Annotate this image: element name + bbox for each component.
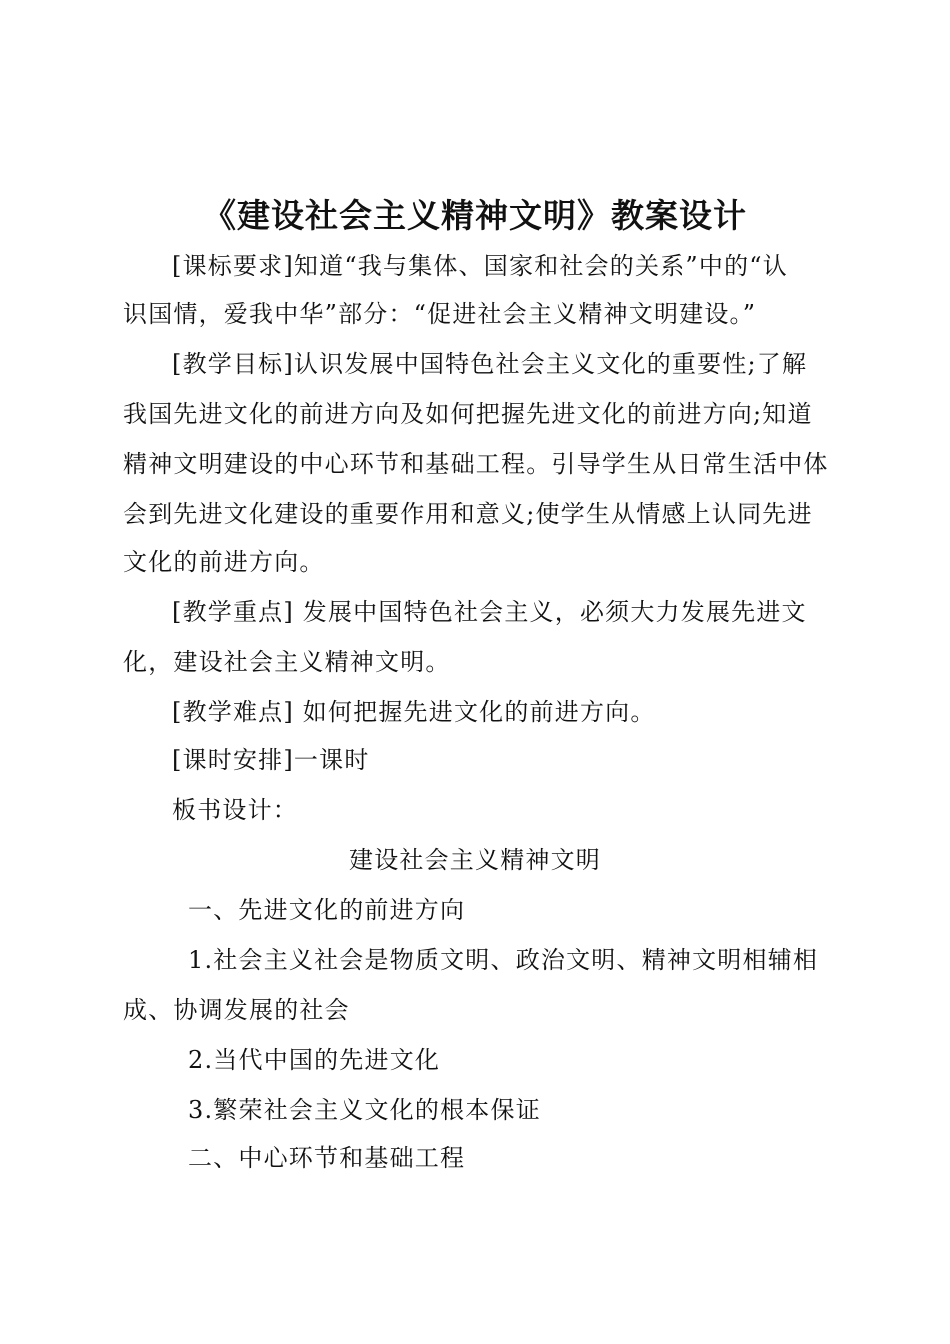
teaching-goal-line-2: 我国先进文化的前进方向及如何把握先进文化的前进方向;知道 bbox=[123, 400, 813, 428]
teaching-goal-line-4: 会到先进文化建设的重要作用和意义;使学生从情感上认同先进 bbox=[123, 500, 813, 528]
teaching-goal-line-5: 文化的前进方向。 bbox=[123, 548, 325, 576]
curriculum-requirement-line-2: 识国情，爱我中华”部分：“促进社会主义精神文明建设。” bbox=[123, 300, 757, 328]
curriculum-requirement-line-1: [课标要求]知道“我与集体、国家和社会的关系”中的“认 bbox=[172, 252, 788, 280]
board-title: 建设社会主义精神文明 bbox=[349, 846, 601, 874]
section-item-3: 3.繁荣社会主义文化的根本保证 bbox=[188, 1096, 541, 1124]
teaching-goal-line-3: 精神文明建设的中心环节和基础工程。引导学生从日常生活中体 bbox=[123, 450, 829, 478]
section-heading-1: 一、先进文化的前进方向 bbox=[188, 896, 466, 924]
teaching-focus-line-2: 化，建设社会主义精神文明。 bbox=[123, 648, 451, 676]
class-schedule-line: [课时安排]一课时 bbox=[172, 746, 370, 774]
section-item-1-line-2: 成、协调发展的社会 bbox=[123, 996, 350, 1024]
teaching-goal-line-1: [教学目标]认识发展中国特色社会主义文化的重要性;了解 bbox=[172, 350, 808, 378]
document-title: 《建设社会主义精神文明》教案设计 bbox=[203, 196, 747, 235]
board-design-label: 板书设计： bbox=[172, 796, 298, 824]
teaching-difficulty-line: [教学难点] 如何把握先进文化的前进方向。 bbox=[172, 698, 656, 726]
section-item-2: 2.当代中国的先进文化 bbox=[188, 1046, 441, 1074]
section-heading-2: 二、中心环节和基础工程 bbox=[188, 1144, 466, 1172]
teaching-focus-line-1: [教学重点] 发展中国特色社会主义，必须大力发展先进文 bbox=[172, 598, 807, 626]
section-item-1-line-1: 1.社会主义社会是物质文明、政治文明、精神文明相辅相 bbox=[188, 946, 819, 974]
